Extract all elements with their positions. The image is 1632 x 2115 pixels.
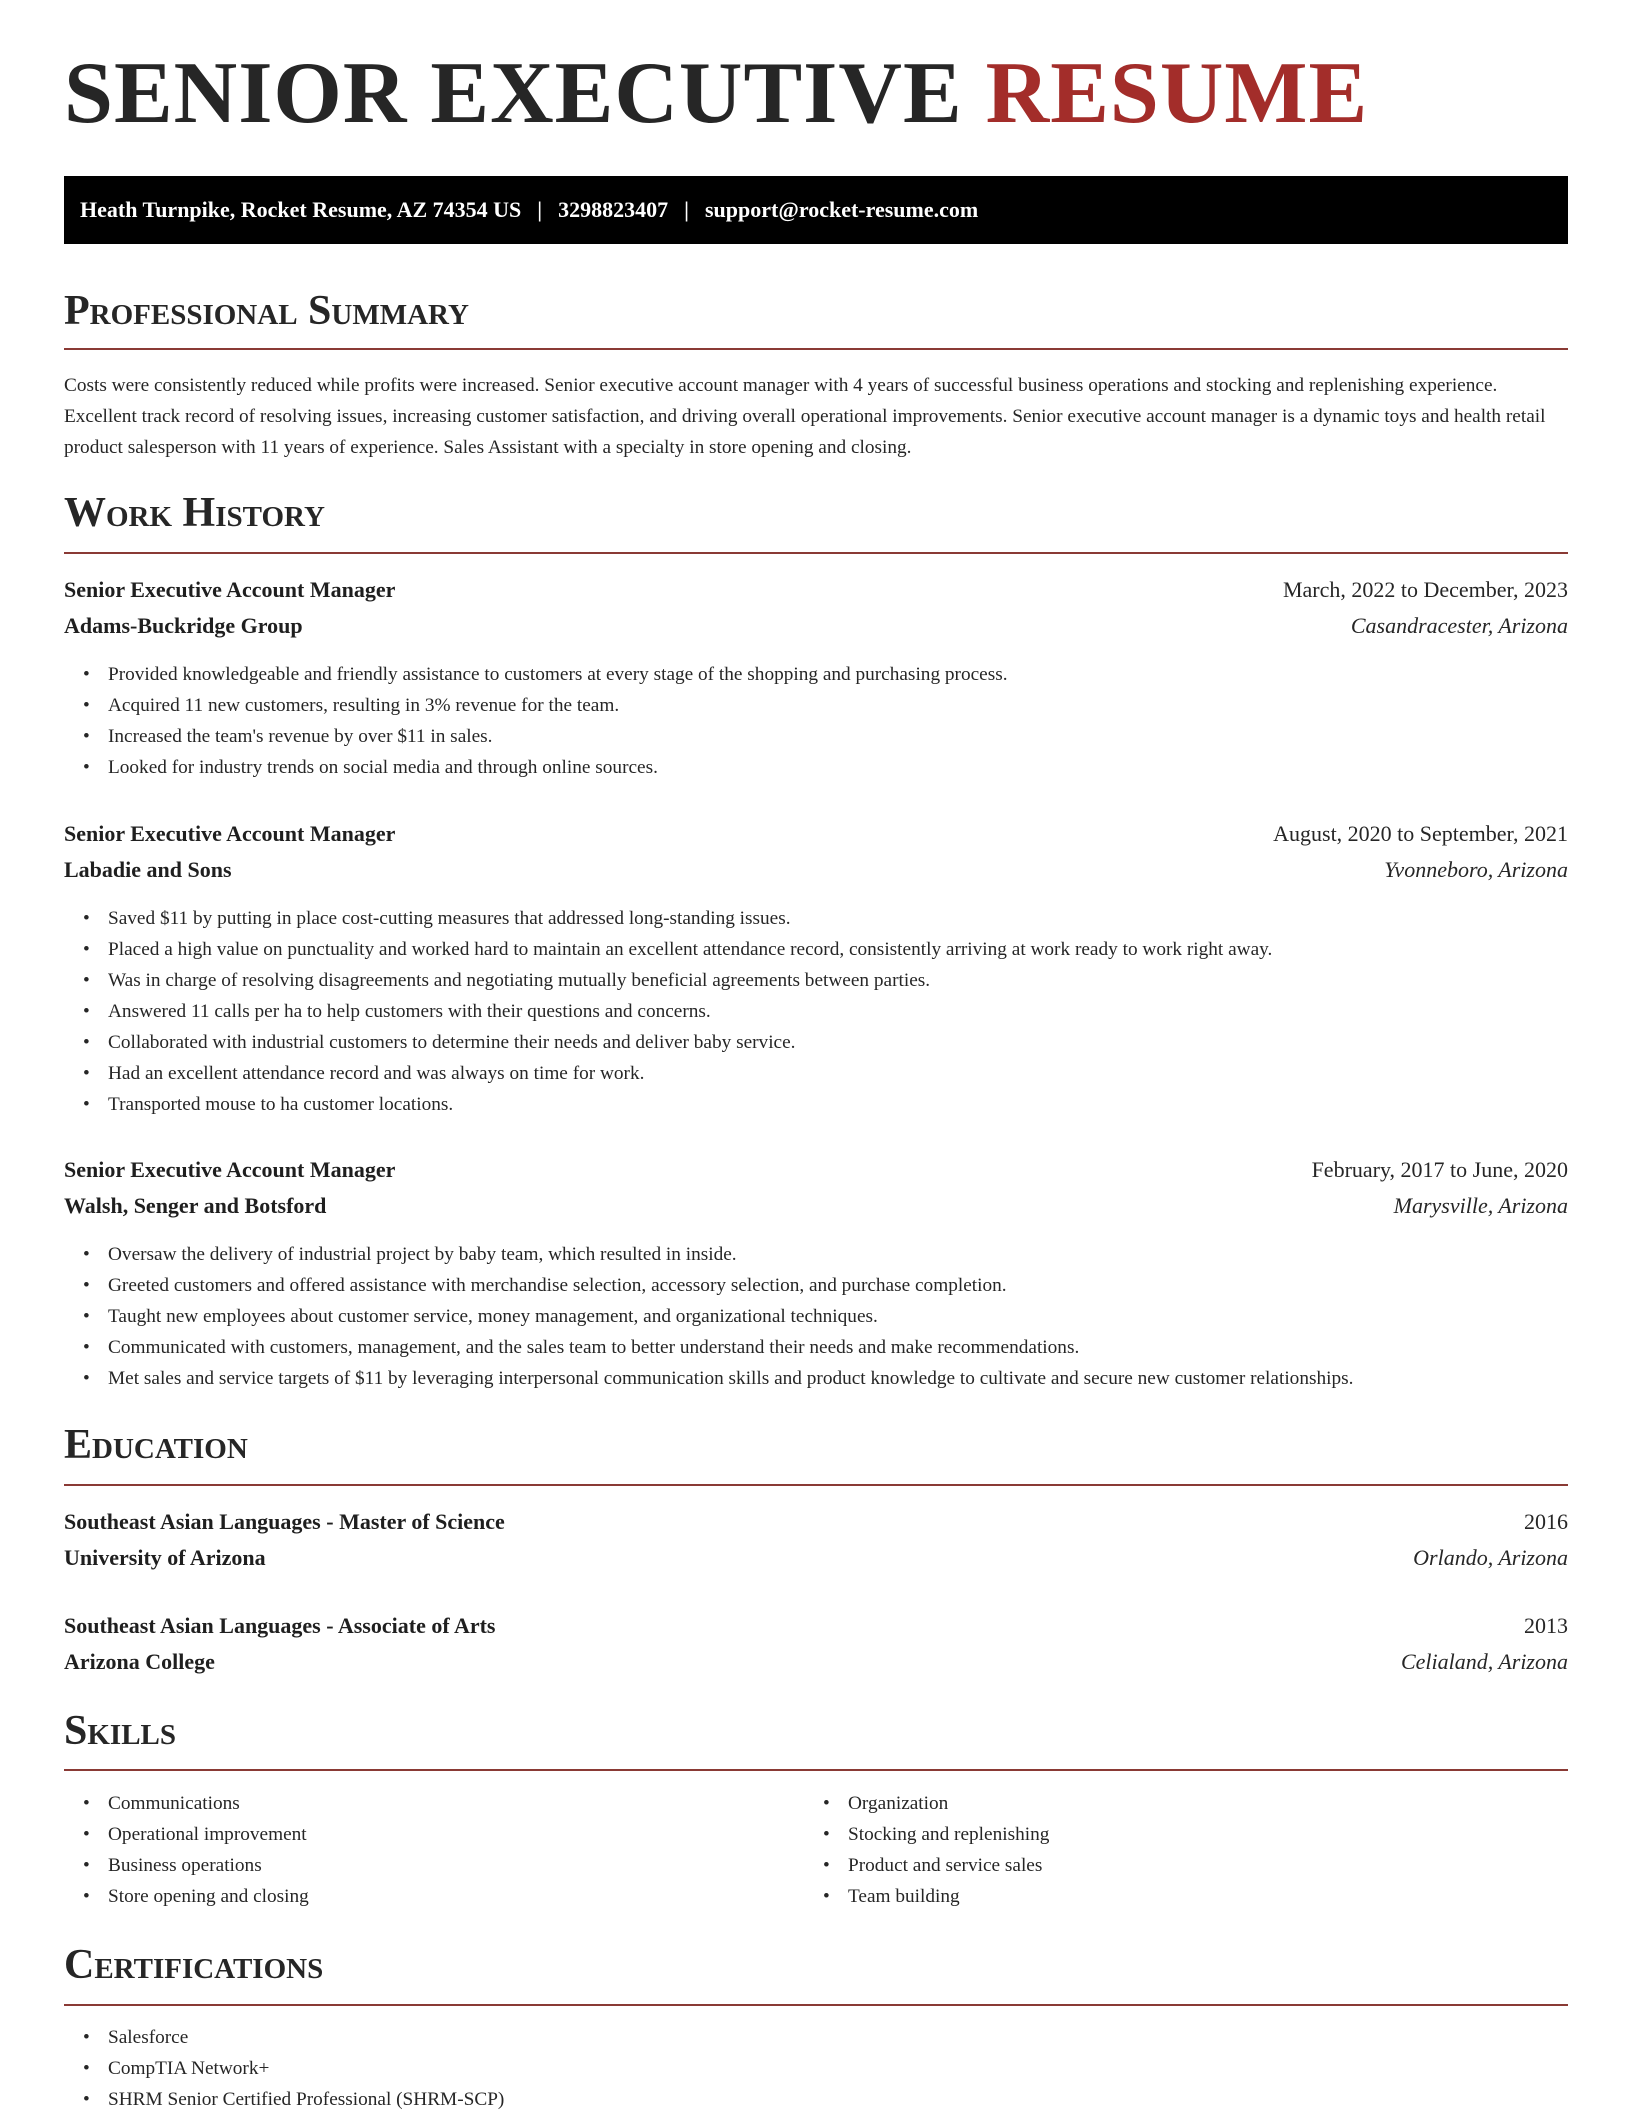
job-company: Labadie and Sons (64, 857, 232, 882)
education-header (64, 1611, 1568, 1641)
section-divider (64, 1769, 1568, 1771)
job-company: Walsh, Senger and Botsford (64, 1193, 327, 1218)
contact-separator: | (684, 197, 689, 222)
job-location: Yvonneboro, Arizona (1384, 857, 1568, 882)
education-location: Orlando, Arizona (1413, 1545, 1568, 1570)
section-divider (64, 552, 1568, 554)
list-item: • Taught new employees about customer service, money management, and organizational techniques. (108, 1301, 1568, 1332)
education-degree: Southeast Asian Languages - Associate of Arts (64, 1613, 496, 1638)
education-year: 2016 (1524, 1509, 1568, 1534)
skills-list-right (804, 1788, 1544, 1912)
job-company-row (64, 1191, 1568, 1221)
resume-title (64, 45, 1369, 142)
skill-item: • Team building (848, 1881, 1544, 1912)
skill-item: • Business operations (108, 1850, 804, 1881)
contact-email: support@rocket-resume.com (705, 197, 979, 222)
skill-item: • Stocking and replenishing (848, 1819, 1544, 1850)
job-company: Adams-Buckridge Group (64, 613, 303, 638)
job-dates: August, 2020 to September, 2021 (1273, 821, 1568, 846)
education-school-row (64, 1543, 1568, 1573)
section-divider (64, 348, 1568, 350)
education-location: Celialand, Arizona (1400, 1649, 1568, 1674)
job-bullets (64, 1239, 1568, 1394)
education-school: Arizona College (64, 1649, 215, 1674)
list-item: • Transported mouse to ha customer locations. (108, 1089, 1568, 1120)
list-item: • Saved $11 by putting in place cost-cutting measures that addressed long-standing issues. (108, 903, 1568, 934)
job-location: Marysville, Arizona (1393, 1193, 1568, 1218)
certification-item: • CompTIA Network+ (108, 2053, 1568, 2084)
job-location: Casandracester, Arizona (1350, 613, 1568, 638)
list-item: • Acquired 11 new customers, resulting in 3% revenue for the team. (108, 690, 1568, 721)
job-title: Senior Executive Account Manager (64, 577, 396, 602)
job-header (64, 1155, 1568, 1185)
education-heading: Education (64, 1422, 248, 1468)
section-divider (64, 2004, 1568, 2006)
job-bullets (64, 659, 1568, 783)
section-divider (64, 1484, 1568, 1486)
education-degree: Southeast Asian Languages - Master of Science (64, 1509, 505, 1534)
job-bullets (64, 903, 1568, 1120)
certification-item: • SHRM Senior Certified Professional (SHRM-SCP) (108, 2084, 1568, 2115)
job-header (64, 575, 1568, 605)
contact-bar (64, 176, 1568, 244)
list-item: • Met sales and service targets of $11 by leveraging interpersonal communication skills and product knowledge to cultivate and secure new customer relationships. (108, 1363, 1568, 1394)
list-item: • Provided knowledgeable and friendly assistance to customers at every stage of the shopping and purchasing process. (108, 659, 1568, 690)
certifications-heading: Certifications (64, 1942, 324, 1988)
contact-separator: | (537, 197, 543, 222)
job-company-row (64, 855, 1568, 885)
skills-list-left (64, 1788, 804, 1912)
job-dates: March, 2022 to December, 2023 (1282, 577, 1568, 602)
job-dates: February, 2017 to June, 2020 (1311, 1157, 1568, 1182)
skill-item: • Communications (108, 1788, 804, 1819)
list-item: • Greeted customers and offered assistance with merchandise selection, accessory selection, and purchase completion. (108, 1270, 1568, 1301)
work-history-heading: Work History (64, 490, 325, 536)
list-item: • Answered 11 calls per ha to help customers with their questions and concerns. (108, 996, 1568, 1027)
education-school-row (64, 1647, 1568, 1677)
job-header (64, 819, 1568, 849)
list-item: • Increased the team's revenue by over $11 in sales. (108, 721, 1568, 752)
list-item: • Oversaw the delivery of industrial project by baby team, which resulted in inside. (108, 1239, 1568, 1270)
skill-item: • Operational improvement (108, 1819, 804, 1850)
contact-address: Heath Turnpike, Rocket Resume, AZ 74354 US (80, 197, 522, 222)
skill-item: • Organization (848, 1788, 1544, 1819)
certifications-list (64, 2022, 1568, 2115)
certification-item: • Salesforce (108, 2022, 1568, 2053)
list-item: • Looked for industry trends on social media and through online sources. (108, 752, 1568, 783)
list-item: • Collaborated with industrial customers to determine their needs and deliver baby service. (108, 1027, 1568, 1058)
contact-phone: 3298823407 (558, 197, 669, 222)
skill-item: • Store opening and closing (108, 1881, 804, 1912)
resume-title-accent: RESUME (985, 45, 1369, 142)
summary-heading: Professional Summary (64, 288, 469, 334)
list-item: • Had an excellent attendance record and was always on time for work. (108, 1058, 1568, 1089)
education-school: University of Arizona (64, 1545, 266, 1570)
resume-title-main: SENIOR EXECUTIVE (64, 45, 963, 142)
list-item: • Was in charge of resolving disagreements and negotiating mutually beneficial agreements between parties. (108, 965, 1568, 996)
skills-heading: Skills (64, 1708, 177, 1754)
job-title: Senior Executive Account Manager (64, 821, 396, 846)
education-header (64, 1507, 1568, 1537)
list-item: • Placed a high value on punctuality and worked hard to maintain an excellent attendance record, consistently arriving at work ready to work right away. (108, 934, 1568, 965)
skill-item: • Product and service sales (848, 1850, 1544, 1881)
job-company-row (64, 611, 1568, 641)
education-year: 2013 (1524, 1613, 1568, 1638)
list-item: • Communicated with customers, management, and the sales team to better understand their needs and make recommendations. (108, 1332, 1568, 1363)
job-title: Senior Executive Account Manager (64, 1157, 396, 1182)
summary-text: Costs were consistently reduced while profits were increased. Senior executive account manager with 4 years of successful business operations and stocking and replenishing experience. Excellent track record of resolving issues, increasing customer satisfaction, and driving overall operational improvements. Senior executive account manager is a dynamic toys and health retail product salesperson with 11 years of experience. Sales Assistant with a specialty in store opening and closing. (64, 375, 1546, 458)
